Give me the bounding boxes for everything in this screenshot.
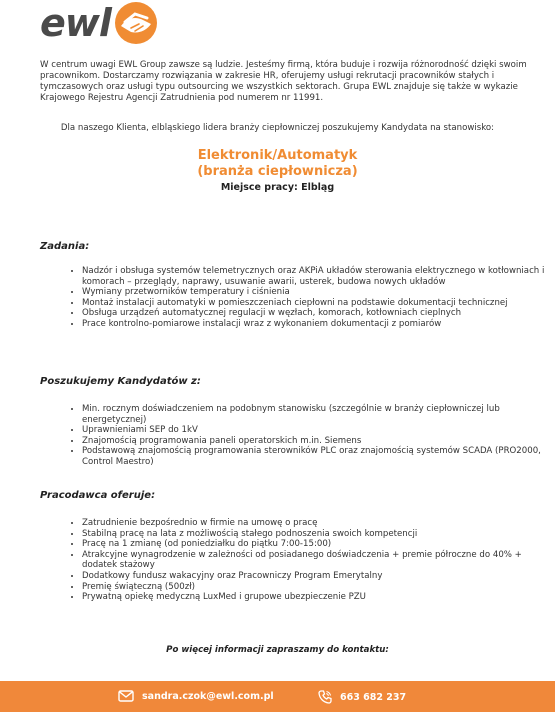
list-item: • Wymiany przetworników temperatury i ciśnienia <box>82 287 552 298</box>
phone-number[interactable]: 663 682 237 <box>340 691 407 703</box>
list-item: • Min. rocznym doświadczeniem na podobnym stanowisku (szczególnie w branży ciepłowniczej lub energetycznej) <box>82 404 552 425</box>
list-item: • Atrakcyjne wynagrodzenie w zależności od posiadanego doświadczenia + premie półroczne do 40% + dodatek stażowy <box>82 550 552 571</box>
job-title <box>0 148 555 180</box>
company-intro: W centrum uwagi EWL Group zawsze są ludzie. Jesteśmy firmą, która buduje i rozwija różnorodność dzięki swoim pracownikom. Dostarczamy rozwiązania w zakresie HR, oferujemy usługi rekrutacji pracowników stałych i tymczasowych oraz usługi typu outsourcing we wszystkich sektorach. Grupa EWL znajduje się także w wykazie Krajowego Rejestru Agencji Zatrudnienia pod numerem nr 11991. <box>40 60 527 103</box>
list-item: • Prywatną opiekę medyczną LuxMed i grupowe ubezpieczenie PZU <box>82 592 552 603</box>
phone-contact[interactable] <box>318 690 406 704</box>
contact-cta: Po więcej informacji zapraszamy do kontaktu: <box>166 645 389 655</box>
email-link[interactable]: sandra.czok@ewl.com.pl <box>142 690 274 702</box>
tasks-list <box>64 266 552 330</box>
list-item: • Nadzór i obsługa systemów telemetrycznych oraz AKPiA układów sterowania elektrycznego w kotłowniach i komorach – przeglądy, naprawy, usuwanie awarii, usterek, budowa nowych układów <box>82 266 552 287</box>
list-item: • Prace kontrolno-pomiarowe instalacji wraz z wykonaniem dokumentacji z pomiarów <box>82 319 552 330</box>
list-item: • Znajomością programowania paneli operatorskich m.in. Siemens <box>82 436 552 447</box>
list-item: • Montaż instalacji automatyki w pomieszczeniach ciepłowni na podstawie dokumentacji technicznej <box>82 298 552 309</box>
logo-wordmark: ewl <box>40 1 111 45</box>
requirements-heading: Poszukujemy Kandydatów z: <box>40 376 201 387</box>
job-title-line1: Elektronik/Automatyk <box>197 148 358 163</box>
list-item: • Uprawnieniami SEP do 1kV <box>82 425 552 436</box>
list-item: • Pracę na 1 zmianę (od poniedziałku do piątku 7:00-15:00) <box>82 539 552 550</box>
job-title-line2: (branża ciepłownicza) <box>197 164 358 179</box>
ewl-logo <box>40 0 159 46</box>
phone-icon <box>318 690 332 704</box>
contact-footer <box>0 681 555 712</box>
list-item: • Zatrudnienie bezpośrednio w firmie na umowę o pracę <box>82 518 552 529</box>
email-contact[interactable] <box>118 690 274 702</box>
offer-list <box>64 518 552 603</box>
list-item: • Dodatkowy fundusz wakacyjny oraz Pracowniczy Program Emerytalny <box>82 571 552 582</box>
handshake-logo-icon <box>113 0 159 46</box>
list-item: • Obsługa urządzeń automatycznej regulacji w węzłach, komorach, kotłowniach cieplnych <box>82 308 552 319</box>
lead-text: Dla naszego Klienta, elbląskiego lidera branży ciepłowniczej poszukujemy Kandydata na stanowisko: <box>60 123 495 133</box>
list-item: • Premię świąteczną (500zł) <box>82 582 552 593</box>
offer-heading: Pracodawca oferuje: <box>40 490 156 501</box>
list-item: • Podstawową znajomością programowania sterowników PLC oraz znajomością systemów SCADA (PRO2000, Control Maestro) <box>82 446 552 467</box>
list-item: • Stabilną pracę na lata z możliwością stałego podnoszenia swoich kompetencji <box>82 529 552 540</box>
envelope-icon <box>118 690 134 702</box>
requirements-list <box>64 404 552 468</box>
job-location: Miejsce pracy: Elbląg <box>220 182 335 193</box>
tasks-heading: Zadania: <box>40 241 90 252</box>
